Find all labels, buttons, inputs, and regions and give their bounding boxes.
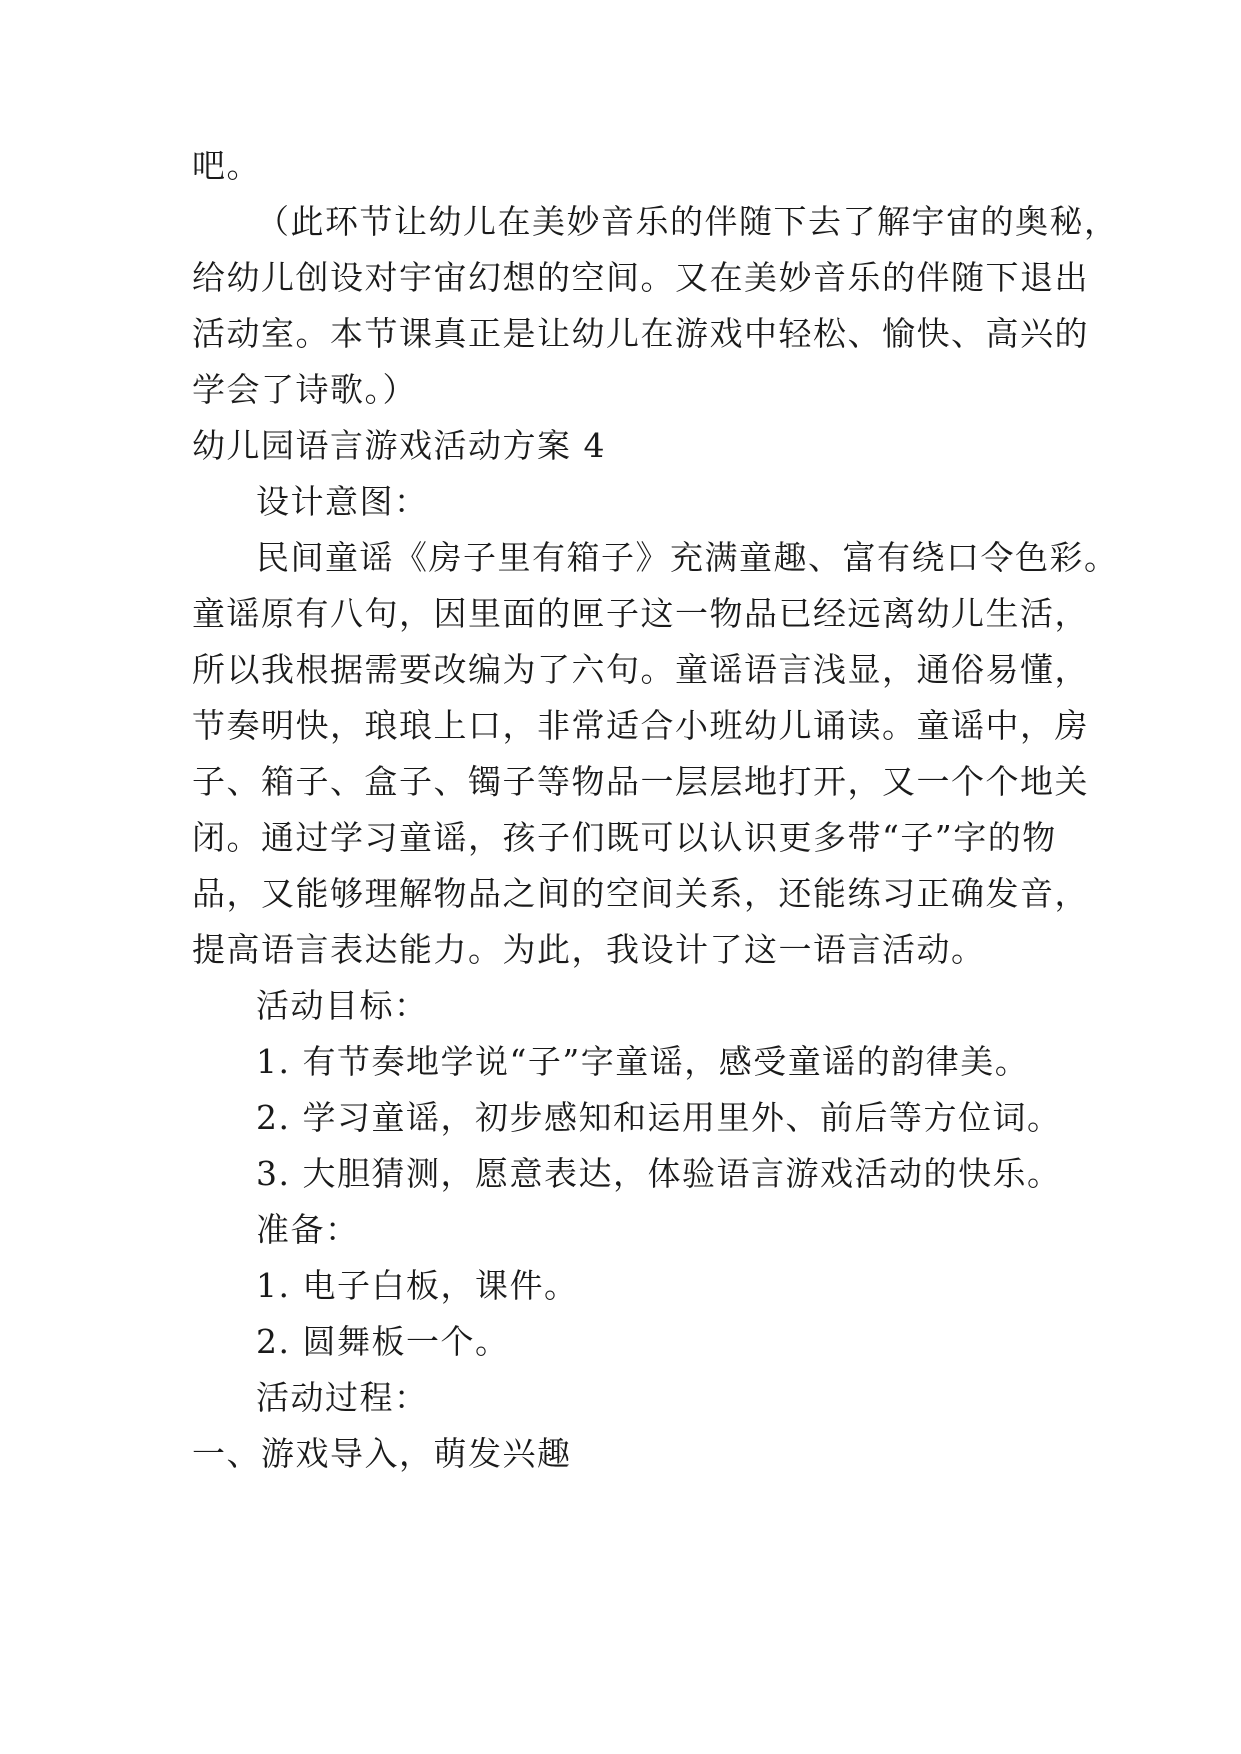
text-line: 民间童谣《房子里有箱子》充满童趣、富有绕口令色彩。 — [256, 538, 1119, 577]
subheading: 准备： — [256, 1210, 360, 1249]
step-heading: 一、游戏导入，萌发兴趣 — [192, 1434, 572, 1473]
subheading: 活动目标： — [256, 986, 429, 1025]
subheading: 设计意图： — [256, 482, 429, 521]
text-line: 节奏明快，琅琅上口，非常适合小班幼儿诵读。童谣中，房 — [192, 706, 1089, 745]
text-line: 品，又能够理解物品之间的空间关系，还能练习正确发音， — [192, 874, 1089, 913]
text-line: 提高语言表达能力。为此，我设计了这一语言活动。 — [192, 930, 986, 969]
text-line: 子、箱子、盒子、镯子等物品一层层地打开，又一个个地关 — [192, 762, 1089, 801]
list-item: 1. 有节奏地学说“子”字童谣，感受童谣的韵律美。 — [256, 1042, 1030, 1081]
text-line: 吧。 — [192, 146, 261, 185]
text-line: 所以我根据需要改编为了六句。童谣语言浅显，通俗易懂， — [192, 650, 1089, 689]
list-item: 2. 学习童谣，初步感知和运用里外、前后等方位词。 — [256, 1098, 1062, 1137]
text-line: 童谣原有八句，因里面的匣子这一物品已经远离幼儿生活， — [192, 594, 1089, 633]
subheading: 活动过程： — [256, 1378, 429, 1417]
text-line: 学会了诗歌。） — [192, 370, 417, 409]
list-item: 2. 圆舞板一个。 — [256, 1322, 510, 1361]
text-line: 给幼儿创设对宇宙幻想的空间。又在美妙音乐的伴随下退出 — [192, 258, 1089, 297]
list-item: 3. 大胆猜测，愿意表达，体验语言游戏活动的快乐。 — [256, 1154, 1062, 1193]
section-heading: 幼儿园语言游戏活动方案 4 — [192, 426, 606, 465]
text-line: 活动室。本节课真正是让幼儿在游戏中轻松、愉快、高兴的 — [192, 314, 1089, 353]
text-line: 闭。通过学习童谣，孩子们既可以认识更多带“子”字的物 — [192, 818, 1057, 857]
text-line: （此环节让幼儿在美妙音乐的伴随下去了解宇宙的奥秘， — [256, 202, 1119, 241]
list-item: 1. 电子白板，课件。 — [256, 1266, 579, 1305]
